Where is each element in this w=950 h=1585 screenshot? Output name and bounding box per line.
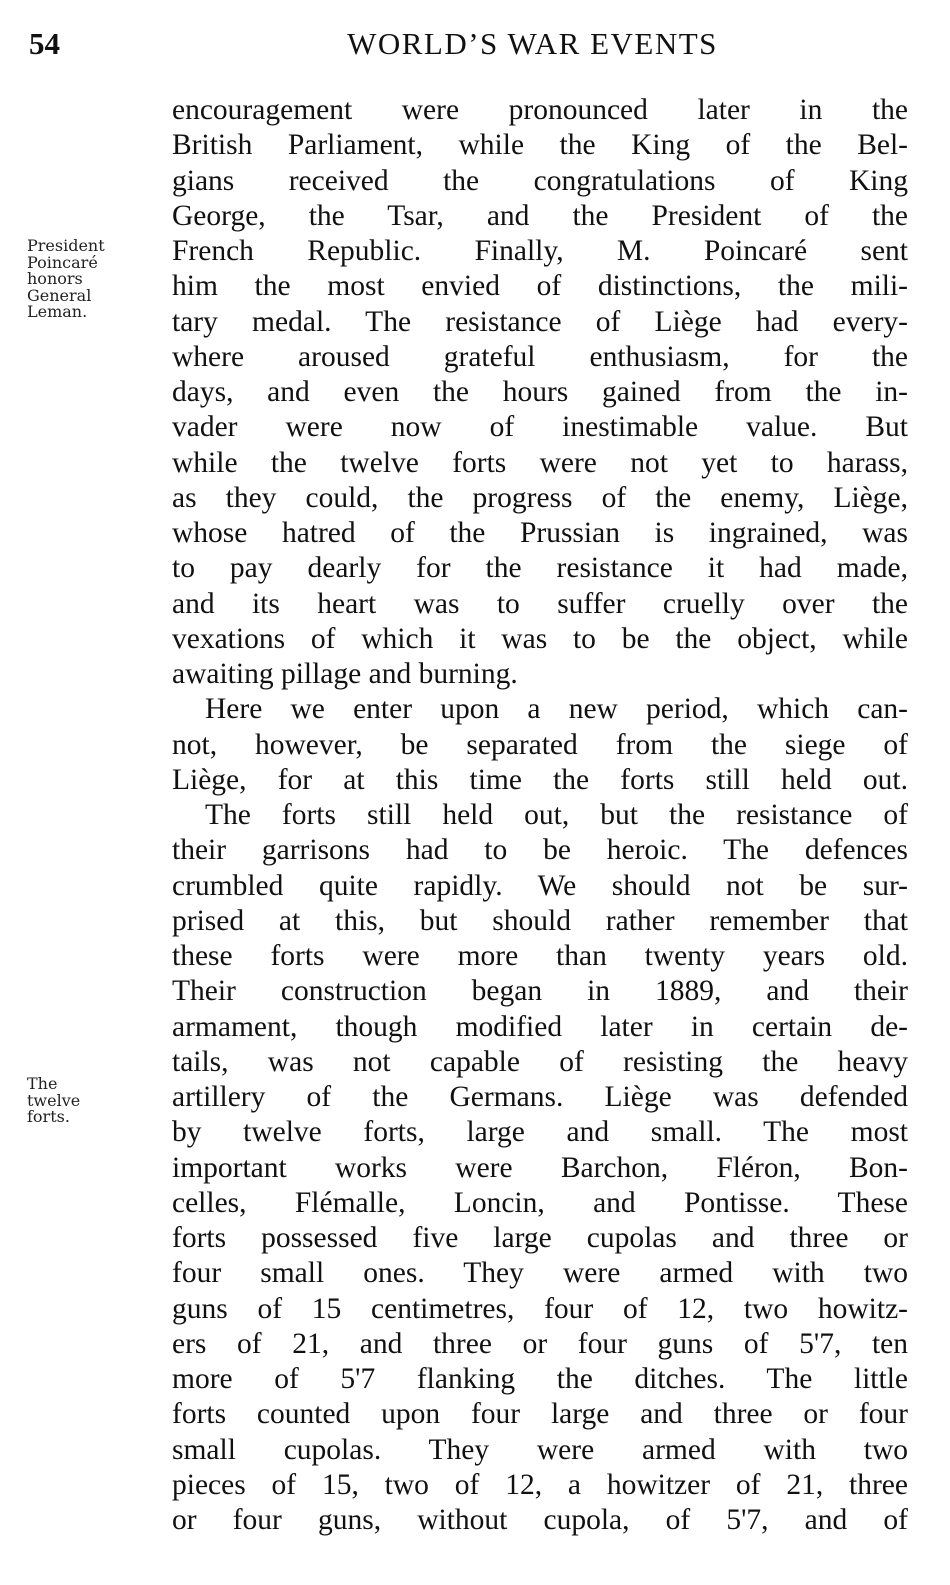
- text-line: ers of 21, and three or four guns of 5'7, ten: [172, 1327, 908, 1360]
- text-line: British Parliament, while the King of the Bel-: [172, 129, 908, 162]
- text-line: to pay dearly for the resistance it had made,: [172, 552, 908, 585]
- text-line: days, and even the hours gained from the in-: [172, 376, 908, 408]
- text-line: forts counted upon four large and three or four: [172, 1398, 908, 1431]
- text-line: forts possessed five large cupolas and three or: [172, 1222, 908, 1254]
- margin-note-line: General: [27, 285, 92, 305]
- body-text: [172, 93, 908, 1538]
- text-line: celles, Flémalle, Loncin, and Pontisse. These: [172, 1186, 908, 1219]
- text-line: and its heart was to suffer cruelly over the: [172, 587, 908, 620]
- text-line: by twelve forts, large and small. The most: [172, 1116, 908, 1149]
- text-line: or four guns, without cupola, of 5'7, and of: [172, 1504, 908, 1536]
- text-line: awaiting pillage and burning.: [172, 658, 518, 690]
- margin-note-line: twelve: [27, 1090, 81, 1110]
- text-line: crumbled quite rapidly. We should not be sur-: [172, 869, 908, 902]
- text-line: while the twelve forts were not yet to harass,: [172, 446, 908, 479]
- text-line: important works were Barchon, Fléron, Bon-: [172, 1151, 908, 1184]
- margin-note-poincare: [27, 238, 152, 321]
- margin-note-line: Leman.: [27, 302, 88, 322]
- text-line: Liège, for at this time the forts still held out.: [172, 763, 908, 796]
- text-line: pieces of 15, two of 12, a howitzer of 21, three: [172, 1468, 908, 1501]
- text-line: vader were now of inestimable value. But: [172, 411, 908, 444]
- text-line: George, the Tsar, and the President of the: [172, 199, 908, 232]
- text-line: Here we enter upon a new period, which can-: [205, 693, 908, 726]
- text-line: their garrisons had to be heroic. The defences: [172, 834, 908, 867]
- text-line: guns of 15 centimetres, four of 12, two howitz-: [172, 1292, 908, 1325]
- text-line: The forts still held out, but the resistance of: [205, 799, 908, 831]
- margin-note-line: honors: [27, 269, 83, 289]
- margin-note-twelve-forts: [27, 1076, 152, 1126]
- margin-note-line: Poincaré: [27, 252, 98, 272]
- text-line: tary medal. The resistance of Liège had every-: [172, 305, 908, 338]
- text-line: French Republic. Finally, M. Poincaré sent: [172, 235, 908, 267]
- running-title: WORLD’S WAR EVENTS: [347, 26, 718, 61]
- text-line: prised at this, but should rather remember that: [172, 904, 908, 937]
- text-line: gians received the congratulations of King: [172, 164, 908, 197]
- text-line: tails, was not capable of resisting the heavy: [172, 1045, 908, 1078]
- text-line: vexations of which it was to be the object, while: [172, 622, 908, 655]
- text-line: whose hatred of the Prussian is ingrained, was: [172, 517, 908, 549]
- page-number: 54: [29, 26, 60, 61]
- text-line: where aroused grateful enthusiasm, for the: [172, 340, 908, 373]
- text-line: encouragement were pronounced later in the: [172, 94, 908, 126]
- text-line: artillery of the Germans. Liège was defended: [172, 1081, 908, 1113]
- text-line: small cupolas. They were armed with two: [172, 1433, 908, 1466]
- text-line: not, however, be separated from the siege of: [172, 728, 908, 761]
- margin-note-line: President: [27, 236, 105, 255]
- text-line: him the most envied of distinctions, the mili-: [172, 270, 908, 303]
- text-line: Their construction began in 1889, and their: [172, 975, 908, 1008]
- text-line: four small ones. They were armed with two: [172, 1257, 908, 1290]
- text-line: more of 5'7 flanking the ditches. The little: [172, 1363, 908, 1395]
- margin-note-line: forts.: [27, 1107, 70, 1127]
- margin-note-line: The: [27, 1074, 58, 1093]
- text-line: these forts were more than twenty years old.: [172, 940, 908, 972]
- text-line: armament, though modified later in certain de-: [172, 1010, 908, 1043]
- text-line: as they could, the progress of the enemy, Liège,: [172, 481, 908, 514]
